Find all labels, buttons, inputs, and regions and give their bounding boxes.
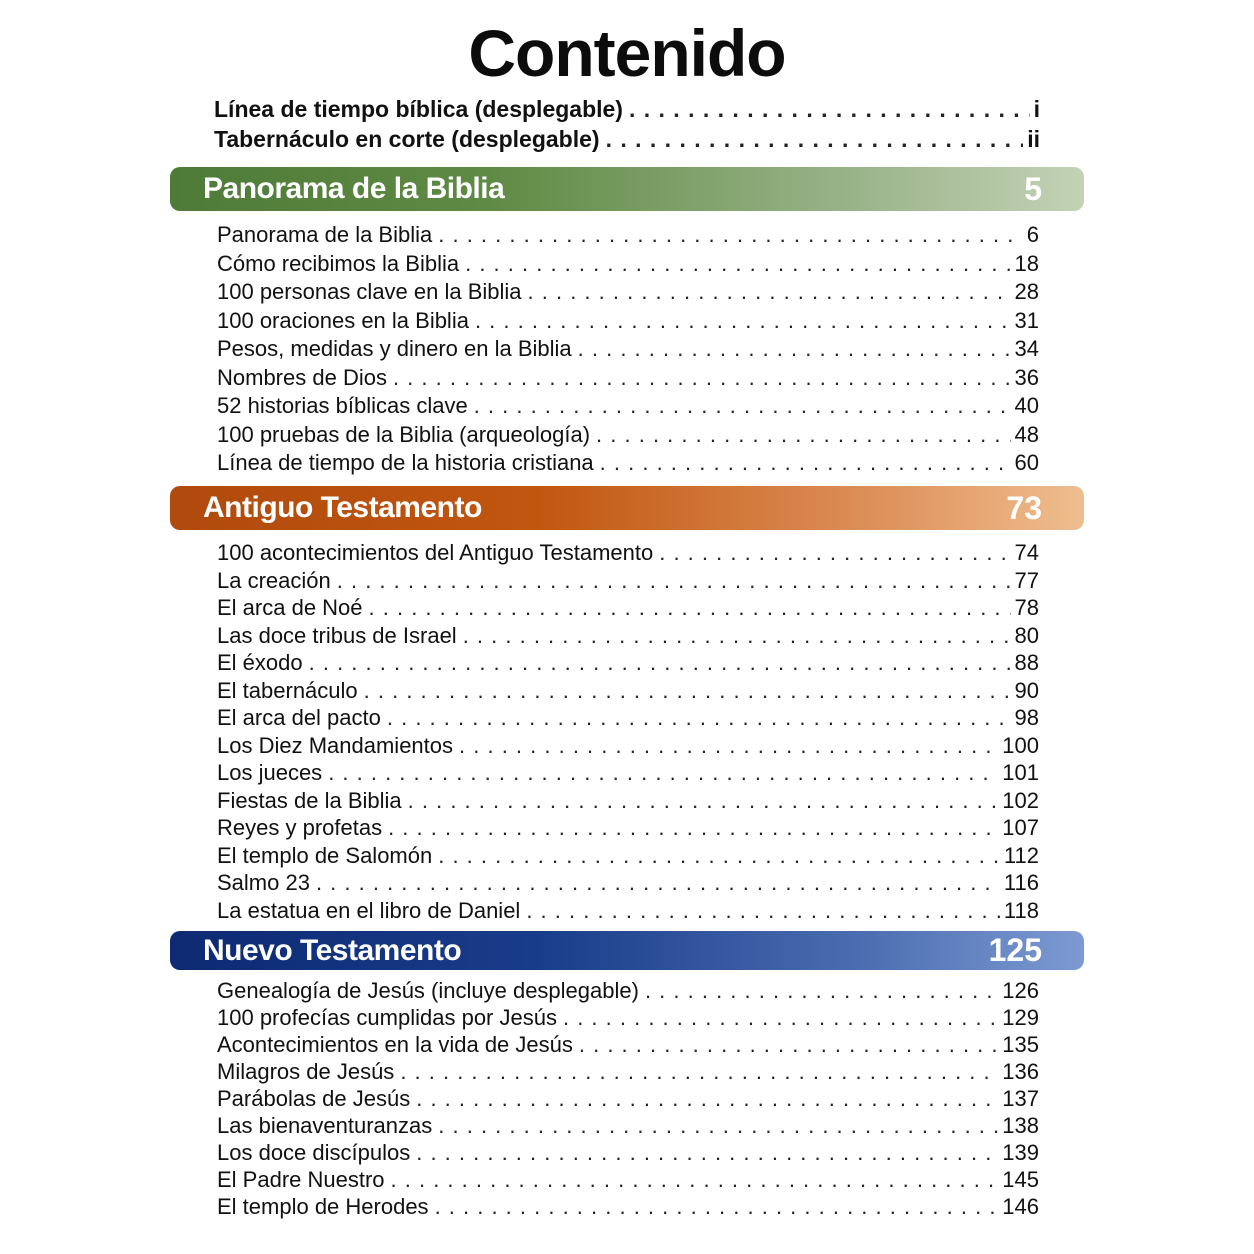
dot-leader xyxy=(606,126,1024,153)
toc-entry-page: 129 xyxy=(1002,1005,1039,1030)
toc-entry-page: 31 xyxy=(1014,307,1039,333)
toc-entry[interactable] xyxy=(217,760,1039,788)
toc-entry[interactable] xyxy=(217,1032,1039,1059)
toc-entry-page: 102 xyxy=(1002,787,1039,813)
dot-leader xyxy=(600,450,1011,476)
dot-leader xyxy=(369,595,1011,621)
dot-leader xyxy=(474,393,1011,419)
section-list-panorama xyxy=(0,222,1254,479)
toc-entry-label: El templo de Salomón xyxy=(217,842,433,868)
toc-entry-label: El arca de Noé xyxy=(217,595,363,620)
toc-entry[interactable] xyxy=(217,308,1039,337)
dot-leader xyxy=(337,568,1011,594)
front-matter-list xyxy=(0,96,1254,156)
toc-entry-label: Línea de tiempo bíblica (desplegable) xyxy=(214,96,623,122)
section-list-nuevo-testamento xyxy=(0,978,1254,1221)
toc-entry-label: Milagros de Jesús xyxy=(217,1059,395,1084)
section-page: 73 xyxy=(1006,489,1042,526)
toc-entry[interactable] xyxy=(214,126,1040,156)
section-title: Nuevo Testamento xyxy=(203,933,462,967)
section-title: Panorama de la Biblia xyxy=(203,172,505,205)
toc-entry-page: 80 xyxy=(1014,622,1039,648)
dot-leader xyxy=(309,650,1011,676)
toc-entry-label: El Padre Nuestro xyxy=(217,1167,385,1192)
toc-entry-label: El arca del pacto xyxy=(217,705,381,730)
toc-entry[interactable] xyxy=(217,1113,1039,1140)
toc-entry-label: El éxodo xyxy=(217,650,303,675)
toc-entry-label: 100 pruebas de la Biblia (arqueología) xyxy=(217,421,591,447)
dot-leader xyxy=(526,898,1000,924)
toc-entry-label: El templo de Herodes xyxy=(217,1194,429,1219)
page-title: Contenido xyxy=(468,16,786,90)
toc-entry-page: 74 xyxy=(1014,540,1039,565)
toc-entry[interactable] xyxy=(217,595,1039,623)
toc-entry[interactable] xyxy=(217,1005,1039,1032)
dot-leader xyxy=(416,1140,998,1166)
toc-entry-label: Fiestas de la Biblia xyxy=(217,787,402,813)
toc-entry-label: La estatua en el libro de Daniel xyxy=(217,897,521,923)
toc-entry-page: 116 xyxy=(1003,870,1039,895)
dot-leader xyxy=(596,422,1010,448)
dot-leader xyxy=(563,1005,998,1031)
section-banner-nuevo-testamento[interactable] xyxy=(170,931,1084,970)
toc-entry-label: Genealogía de Jesús (incluye desplegable) xyxy=(217,978,639,1003)
dot-leader xyxy=(659,540,1010,566)
toc-entry-page: 100 xyxy=(1002,732,1039,758)
toc-entry-page: 98 xyxy=(1014,705,1039,730)
toc-entry-page: 78 xyxy=(1014,595,1039,620)
toc-entry-page: 136 xyxy=(1002,1059,1039,1084)
toc-entry-label: La creación xyxy=(217,567,331,593)
toc-entry[interactable] xyxy=(217,1194,1039,1221)
dot-leader xyxy=(388,815,998,841)
toc-entry[interactable] xyxy=(217,540,1039,568)
toc-entry-label: Cómo recibimos la Biblia xyxy=(217,250,460,276)
toc-entry-page: 107 xyxy=(1002,815,1039,840)
dot-leader xyxy=(391,1167,999,1193)
toc-entry-label: Las bienaventuranzas xyxy=(217,1113,433,1138)
dot-leader xyxy=(459,733,998,759)
dot-leader xyxy=(316,870,1000,896)
toc-entry[interactable] xyxy=(217,788,1039,816)
dot-leader xyxy=(364,678,1011,704)
toc-entry-label: El tabernáculo xyxy=(217,677,358,703)
toc-entry-label: Panorama de la Biblia xyxy=(217,222,433,247)
dot-leader xyxy=(645,978,998,1004)
section-title: Antiguo Testamento xyxy=(203,491,482,524)
dot-leader xyxy=(387,705,1011,731)
toc-entry-page: 34 xyxy=(1014,336,1039,361)
section-page: 125 xyxy=(988,932,1042,968)
toc-entry[interactable] xyxy=(217,222,1039,251)
toc-entry-label: Los Diez Mandamientos xyxy=(217,732,454,758)
toc-entry[interactable] xyxy=(217,336,1039,365)
section-list-antiguo-testamento xyxy=(0,540,1254,925)
toc-entry[interactable] xyxy=(217,870,1039,898)
toc-entry[interactable] xyxy=(217,843,1039,871)
toc-entry[interactable] xyxy=(217,705,1039,733)
toc-entry[interactable] xyxy=(217,733,1039,761)
toc-entry[interactable] xyxy=(217,815,1039,843)
toc-entry-label: Acontecimientos en la vida de Jesús xyxy=(217,1032,573,1057)
section-banner-panorama[interactable] xyxy=(170,167,1084,211)
toc-entry-page: 18 xyxy=(1014,250,1039,276)
dot-leader xyxy=(528,279,1011,305)
toc-entry-page: 28 xyxy=(1014,279,1039,304)
toc-entry[interactable] xyxy=(217,898,1039,926)
toc-entry-label: Parábolas de Jesús xyxy=(217,1086,411,1111)
toc-entry-page: 135 xyxy=(1002,1032,1039,1057)
toc-entry-label: Los doce discípulos xyxy=(217,1140,411,1165)
toc-entry-page: 137 xyxy=(1002,1086,1039,1111)
dot-leader xyxy=(438,222,1023,248)
toc-entry-page: 36 xyxy=(1014,364,1039,390)
toc-entry[interactable] xyxy=(217,251,1039,280)
dot-leader xyxy=(578,336,1011,362)
toc-entry-page: 48 xyxy=(1014,421,1039,447)
toc-entry[interactable] xyxy=(214,96,1040,126)
toc-entry-label: 100 oraciones en la Biblia xyxy=(217,307,469,333)
toc-entry[interactable] xyxy=(217,650,1039,678)
toc-entry-page: 40 xyxy=(1014,393,1039,418)
toc-entry[interactable] xyxy=(217,393,1039,422)
toc-entry-label: Nombres de Dios xyxy=(217,364,387,390)
toc-entry-page: 118 xyxy=(1003,897,1039,923)
toc-entry[interactable] xyxy=(217,450,1039,479)
dot-leader xyxy=(408,788,999,814)
toc-entry[interactable] xyxy=(217,978,1039,1005)
toc-entry[interactable] xyxy=(217,623,1039,651)
dot-leader xyxy=(475,308,1011,334)
toc-entry-page: 60 xyxy=(1014,450,1039,475)
toc-entry-page: ii xyxy=(1027,126,1040,152)
toc-entry-page: 146 xyxy=(1002,1194,1039,1219)
toc-entry-page: 112 xyxy=(1003,842,1039,868)
section-page: 5 xyxy=(1024,170,1042,207)
toc-entry-label: 100 personas clave en la Biblia xyxy=(217,279,522,304)
toc-entry-label: 100 acontecimientos del Antiguo Testamento xyxy=(217,540,654,565)
toc-entry-page: 6 xyxy=(1026,222,1039,247)
toc-entry[interactable] xyxy=(217,1059,1039,1086)
toc-entry-label: 52 historias bíblicas clave xyxy=(217,393,468,418)
toc-entry-page: 139 xyxy=(1002,1140,1039,1165)
dot-leader xyxy=(328,760,998,786)
toc-entry-label: Salmo 23 xyxy=(217,870,310,895)
dot-leader xyxy=(435,1194,999,1220)
toc-entry-page: 101 xyxy=(1002,760,1039,785)
dot-leader xyxy=(579,1032,998,1058)
toc-entry[interactable] xyxy=(217,678,1039,706)
dot-leader xyxy=(463,623,1011,649)
toc-entry-page: 88 xyxy=(1014,650,1039,675)
dot-leader xyxy=(400,1059,998,1085)
dot-leader xyxy=(629,96,1030,123)
toc-entry-label: Las doce tribus de Israel xyxy=(217,622,457,648)
toc-entry-page: 138 xyxy=(1002,1113,1039,1138)
section-banner-antiguo-testamento[interactable] xyxy=(170,486,1084,530)
dot-leader xyxy=(465,251,1010,277)
dot-leader xyxy=(438,1113,998,1139)
toc-entry[interactable] xyxy=(217,1140,1039,1167)
toc-entry-label: Reyes y profetas xyxy=(217,815,383,840)
toc-entry[interactable] xyxy=(217,279,1039,308)
toc-entry-page: 126 xyxy=(1002,978,1039,1003)
toc-entry[interactable] xyxy=(217,568,1039,596)
toc-entry-label: Línea de tiempo de la historia cristiana xyxy=(217,450,594,475)
toc-entry[interactable] xyxy=(217,422,1039,451)
toc-entry-label: 100 profecías cumplidas por Jesús xyxy=(217,1005,557,1030)
dot-leader xyxy=(416,1086,998,1112)
toc-entry-page: 77 xyxy=(1014,567,1039,593)
toc-entry-page: 90 xyxy=(1014,677,1039,703)
toc-entry-label: Tabernáculo en corte (desplegable) xyxy=(214,126,600,152)
toc-entry-label: Pesos, medidas y dinero en la Biblia xyxy=(217,336,572,361)
toc-entry-label: Los jueces xyxy=(217,760,323,785)
toc-entry[interactable] xyxy=(217,1086,1039,1113)
dot-leader xyxy=(393,365,1011,391)
dot-leader xyxy=(438,843,1000,869)
toc-entry[interactable] xyxy=(217,1167,1039,1194)
toc-entry[interactable] xyxy=(217,365,1039,394)
toc-entry-page: i xyxy=(1033,96,1040,122)
toc-entry-page: 145 xyxy=(1002,1167,1039,1192)
